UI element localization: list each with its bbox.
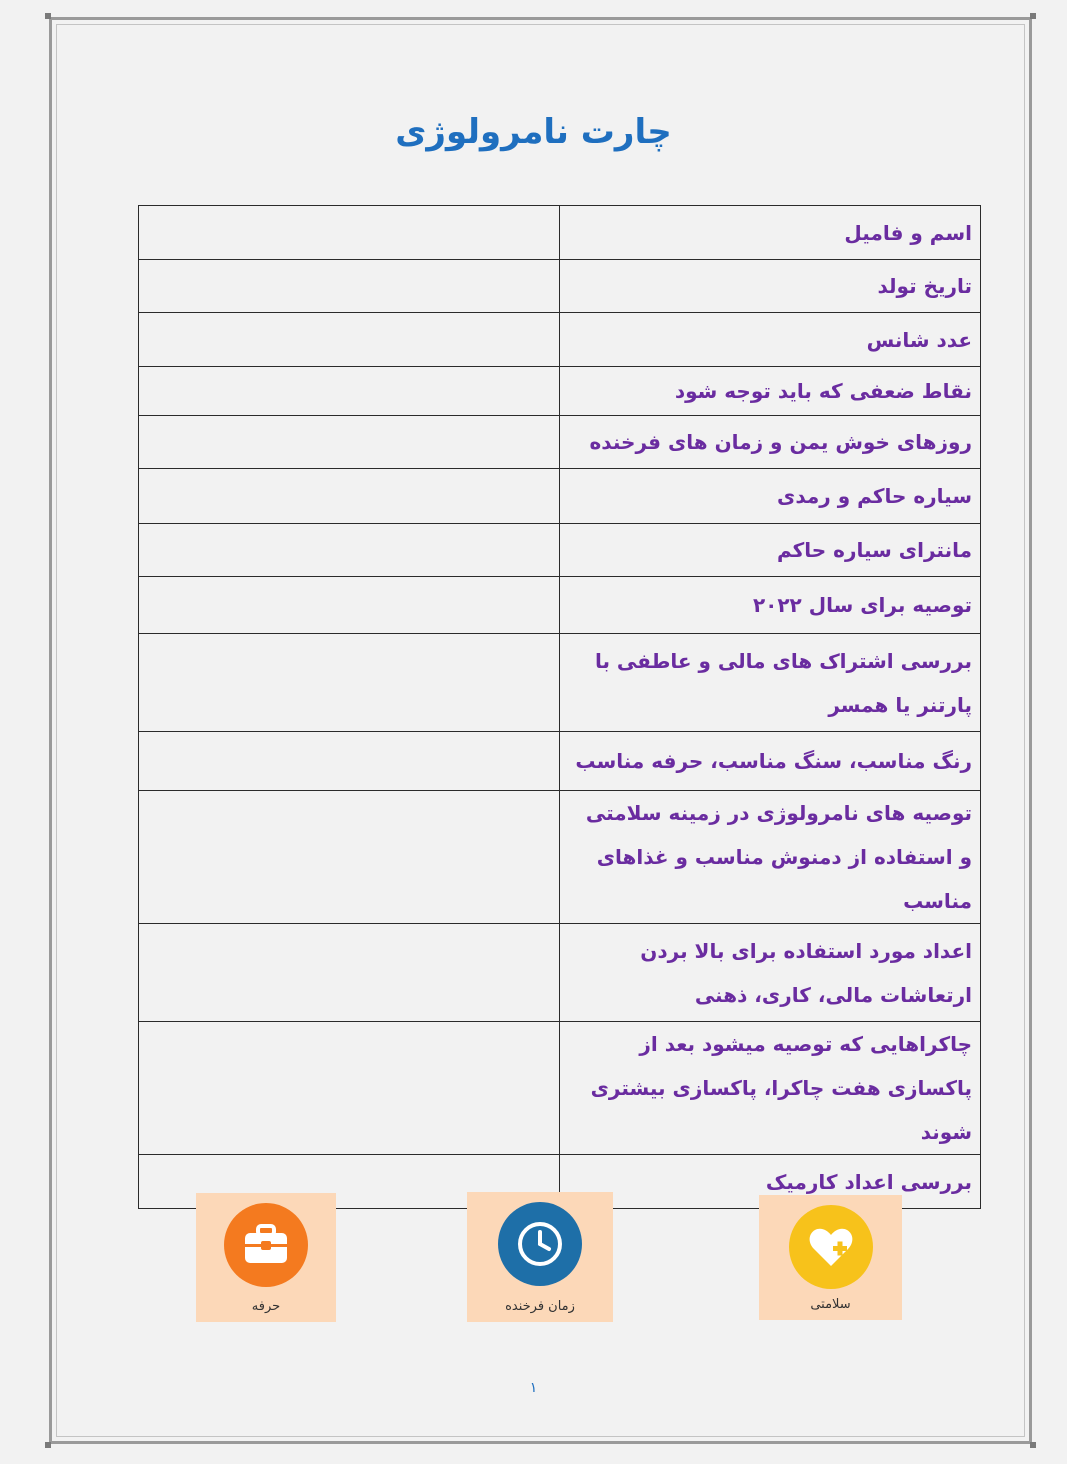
corner-mark [1030,1442,1036,1448]
table-row [139,791,981,924]
row-value[interactable] [139,260,560,313]
row-label: بررسی اعداد کارمیک [560,1155,981,1209]
table-row [139,924,981,1022]
row-value[interactable] [139,206,560,260]
row-label: عدد شانس [560,313,981,367]
row-label: اعداد مورد استفاده برای بالا بردن ارتعاشات مالی، کاری، ذهنی [560,924,981,1022]
row-label: روزهای خوش یمن و زمان های فرخنده [560,416,981,469]
row-value[interactable] [139,577,560,634]
table-row [139,260,981,313]
corner-mark [45,1442,51,1448]
icon-circle [498,1202,582,1286]
row-value[interactable] [139,634,560,732]
row-label: نقاط ضعفی که باید توجه شود [560,367,981,416]
corner-mark [45,13,51,19]
row-value[interactable] [139,367,560,416]
icon-circle [789,1205,873,1289]
briefcase-icon [241,1220,291,1270]
row-value[interactable] [139,416,560,469]
row-label: سیاره حاکم و رمدی [560,469,981,524]
row-label: بررسی اشتراک های مالی و عاطفی با پارتنر یا همسر [560,634,981,732]
row-label: اسم و فامیل [560,206,981,260]
table-row [139,416,981,469]
table-row [139,1022,981,1155]
page-title: چارت نامرولوژی [395,112,672,152]
icon-circle [224,1203,308,1287]
numerology-chart-table [138,205,981,1209]
health-card [759,1195,902,1320]
icon-caption: زمان فرخنده [505,1299,575,1314]
table-row [139,634,981,732]
row-label: چاکراهایی که توصیه میشود بعد از پاکسازی هفت چاکرا، پاکسازی بیشتری شوند [560,1022,981,1155]
table-row [139,577,981,634]
row-label: تاریخ تولد [560,260,981,313]
table-row [139,732,981,791]
table-row [139,206,981,260]
row-label: مانترای سیاره حاکم [560,524,981,577]
row-label: توصیه برای سال ۲۰۲۲ [560,577,981,634]
icon-caption: سلامتی [810,1297,851,1312]
heart-plus-icon [806,1222,856,1272]
row-label: رنگ مناسب، سنگ مناسب، حرفه مناسب [560,732,981,791]
career-card [196,1193,336,1322]
row-value[interactable] [139,732,560,791]
row-value[interactable] [139,313,560,367]
row-value[interactable] [139,1022,560,1155]
auspicious-time-card [467,1192,613,1322]
row-value[interactable] [139,791,560,924]
table-row [139,469,981,524]
corner-mark [1030,13,1036,19]
clock-icon [515,1219,565,1269]
page-number: ۱ [529,1380,538,1396]
table-row [139,367,981,416]
row-value[interactable] [139,524,560,577]
row-label: توصیه های نامرولوژی در زمینه سلامتی و استفاده از دمنوش مناسب و غذاهای مناسب [560,791,981,924]
table-row [139,524,981,577]
table-row [139,313,981,367]
row-value[interactable] [139,924,560,1022]
row-value[interactable] [139,469,560,524]
icon-caption: حرفه [251,1299,281,1314]
